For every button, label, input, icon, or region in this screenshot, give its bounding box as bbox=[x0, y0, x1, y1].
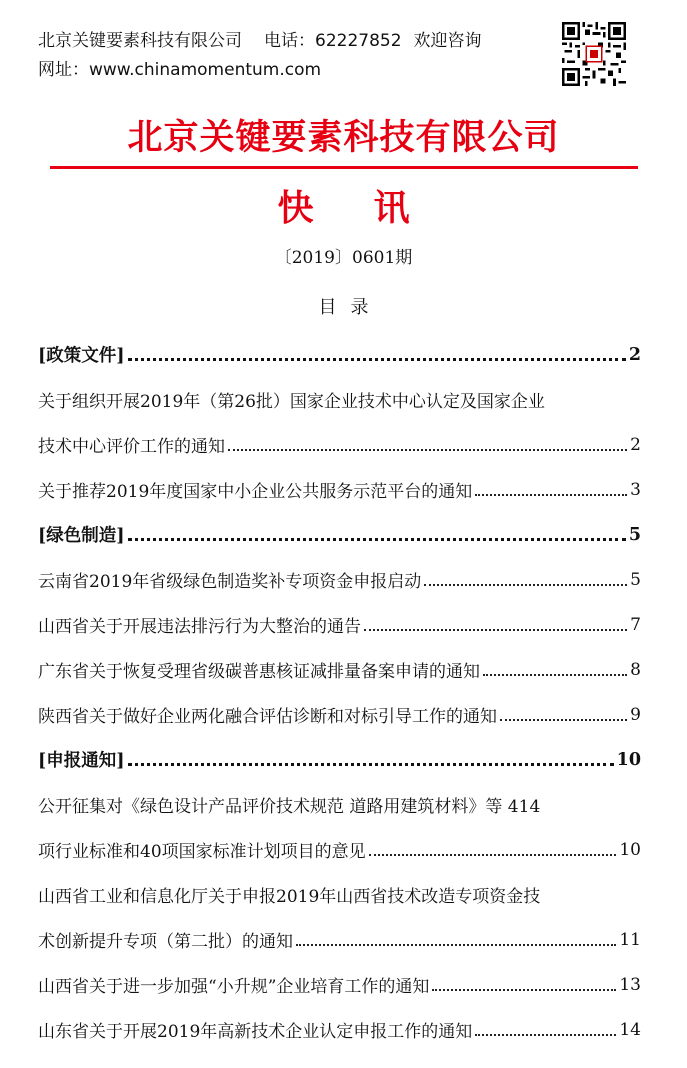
header-consult: 欢迎咨询 bbox=[413, 31, 482, 51]
toc-entry-text: [政策文件] bbox=[38, 346, 125, 366]
toc-entry[interactable] bbox=[38, 962, 641, 1007]
toc-leader-dots bbox=[483, 674, 627, 676]
toc-entry-text: 关于组织开展2019年（第26批）国家企业技术中心认定及国家企业 bbox=[38, 392, 545, 412]
toc-entry[interactable] bbox=[38, 602, 641, 647]
toc-entry-text: 项行业标准和40项国家标准计划项目的意见 bbox=[38, 842, 366, 862]
toc-page-number: 11 bbox=[619, 929, 641, 950]
toc-entry-text: [申报通知] bbox=[38, 751, 125, 771]
toc-entry-text: 广东省关于恢复受理省级碳普惠核证减排量备案申请的通知 bbox=[38, 662, 480, 682]
toc-leader-dots bbox=[128, 538, 626, 541]
toc-entry-text: 关于推荐2019年度国家中小企业公共服务示范平台的通知 bbox=[38, 482, 473, 502]
toc-entry[interactable] bbox=[38, 377, 641, 422]
toc-leader-dots bbox=[369, 854, 617, 856]
toc-leader-dots bbox=[424, 584, 627, 586]
toc-category[interactable] bbox=[38, 332, 641, 377]
toc-entry[interactable] bbox=[38, 827, 641, 872]
toc-leader-dots bbox=[432, 989, 616, 991]
toc-leader-dots bbox=[296, 944, 616, 946]
toc-entry-text: 公开征集对《绿色设计产品评价技术规范 道路用建筑材料》等 414 bbox=[38, 797, 541, 817]
company-title: 北京关键要素科技有限公司 bbox=[127, 117, 560, 158]
title-divider bbox=[50, 166, 638, 169]
header-contact-line bbox=[38, 26, 482, 51]
toc-entry-text: 山西省关于进一步加强“小升规”企业培育工作的通知 bbox=[38, 977, 430, 997]
toc-entry[interactable] bbox=[38, 647, 641, 692]
toc-page-number: 10 bbox=[619, 839, 641, 860]
toc-page-number: 13 bbox=[619, 974, 641, 995]
toc-page-number: 3 bbox=[630, 479, 641, 500]
toc-entry[interactable] bbox=[38, 872, 641, 917]
header-website: 网址：www.chinamomentum.com bbox=[38, 60, 322, 80]
toc-entry-text: 术创新提升专项（第二批）的通知 bbox=[38, 932, 293, 952]
toc-entry-text: 云南省2019年省级绿色制造奖补专项资金申报启动 bbox=[38, 572, 422, 592]
newsletter-title: 快讯 bbox=[277, 187, 470, 229]
toc-entry-text: 山东省关于开展2019年高新技术企业认定申报工作的通知 bbox=[38, 1022, 473, 1042]
toc-page-number: 9 bbox=[630, 704, 641, 725]
header-phone: 电话：62227852 bbox=[264, 31, 402, 51]
toc-heading: 目录 bbox=[318, 297, 383, 318]
toc-leader-dots bbox=[364, 629, 627, 631]
toc-entry[interactable] bbox=[38, 782, 641, 827]
qr-code-icon bbox=[562, 22, 626, 86]
toc-entry[interactable] bbox=[38, 467, 641, 512]
toc-page-number: 2 bbox=[630, 434, 641, 455]
toc-category[interactable] bbox=[38, 512, 641, 557]
header-company: 北京关键要素科技有限公司 bbox=[38, 31, 242, 51]
toc-entry-text: 陕西省关于做好企业两化融合评估诊断和对标引导工作的通知 bbox=[38, 707, 497, 727]
toc-leader-dots bbox=[128, 358, 626, 361]
toc-page-number: 7 bbox=[630, 614, 641, 635]
toc-entry[interactable] bbox=[38, 557, 641, 602]
toc-entry-text: 山西省关于开展违法排污行为大整治的通告 bbox=[38, 617, 361, 637]
toc-entry-text: 山西省工业和信息化厅关于申报2019年山西省技术改造专项资金技 bbox=[38, 887, 541, 907]
toc-category[interactable] bbox=[38, 737, 641, 782]
toc-page-number: 14 bbox=[619, 1019, 641, 1040]
toc-page-number: 5 bbox=[628, 524, 641, 545]
toc-entry-text: [绿色制造] bbox=[38, 526, 125, 546]
toc-page-number: 5 bbox=[630, 569, 641, 590]
toc-entry[interactable] bbox=[38, 917, 641, 962]
toc-entry-text: 技术中心评价工作的通知 bbox=[38, 437, 225, 457]
toc-page-number: 2 bbox=[628, 344, 641, 365]
issue-number: 〔2019〕0601期 bbox=[274, 248, 413, 268]
table-of-contents bbox=[38, 332, 641, 1052]
toc-leader-dots bbox=[500, 719, 627, 721]
toc-page-number: 10 bbox=[616, 749, 641, 770]
toc-entry[interactable] bbox=[38, 692, 641, 737]
toc-entry[interactable] bbox=[38, 422, 641, 467]
toc-leader-dots bbox=[228, 449, 627, 451]
toc-leader-dots bbox=[475, 1034, 616, 1036]
toc-leader-dots bbox=[475, 494, 627, 496]
toc-entry[interactable] bbox=[38, 1007, 641, 1052]
toc-page-number: 8 bbox=[630, 659, 641, 680]
toc-leader-dots bbox=[128, 763, 614, 766]
